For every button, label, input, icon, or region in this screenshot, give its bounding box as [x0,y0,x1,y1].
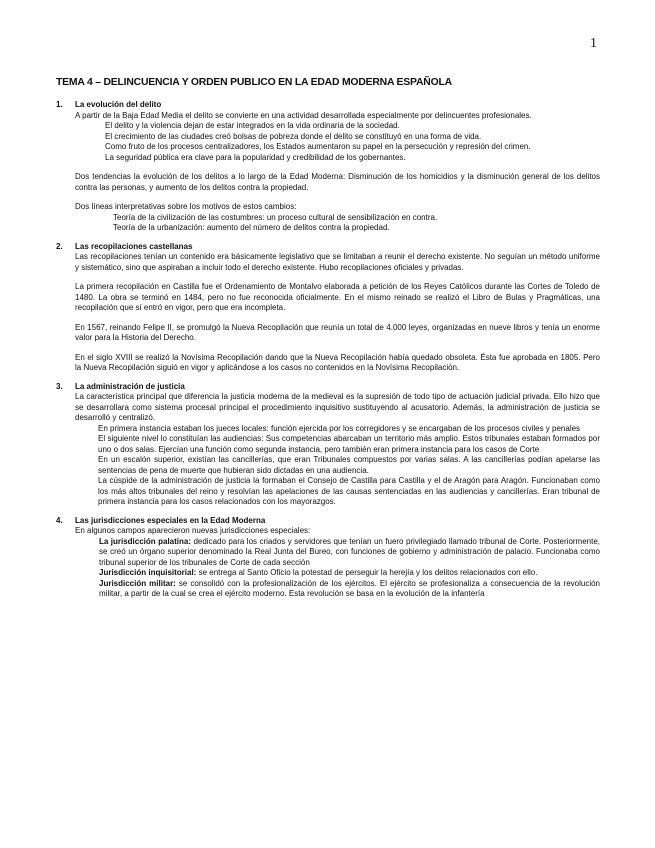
section-title: Las jurisdicciones especiales en la Edad Moderna [75,515,266,525]
list-item: Teoría de la civilización de las costumbres: un proceso cultural de sensibilización en contra. [113,212,438,222]
term: Jurisdicción militar: [99,578,176,588]
definition: dedicado para los criados y servidores que tenían un fuero privilegiado llamado tribunal de Corte. Posteriormente, se creó un órgano superior denominado la Real Junta del Bureo, con funciones de gobierno y administración de palacio. Funcionaba como tribunal superior de los tribunales de Corte de cada sección [99,536,601,567]
section-number: 4. [56,515,63,525]
term: Jurisdicción inquisitorial: [99,568,197,577]
section-title: Las recopilaciones castellanas [75,241,193,251]
section-4-heading [56,516,600,527]
list-item [56,537,600,569]
list-item: La seguridad pública era clave para la popularidad y credibilidad de los gobernantes. [105,152,406,162]
list-item [56,568,600,579]
list-item: El crecimiento de las ciudades creó bolsas de pobreza donde el delito se constituyó en una forma de vida. [105,131,482,141]
paragraph: Dos tendencias la evolución de los delitos a lo largo de la Edad Moderna: Disminución de los homicidios y la disminución general de los delitos contra las personas, y aumento de los delitos contra la propiedad. [75,172,600,192]
list-item: Como fruto de los procesos centralizadores, los Estados aumentaron su papel en la persecución y represión del crimen. [105,142,531,151]
list-item: Teoría de la urbanización: aumento del número de delitos contra la propiedad. [113,223,390,232]
list-item: El siguiente nivel lo constituían las audiencias: Sus competencias abarcaban un territorio más amplio. Estos tribunales estaban formados por uno o dos salas. Ejercían una función como segunda instancia, pero también eran primera instancia para los casos de Corte [98,434,600,454]
section-number: 1. [56,100,63,109]
section-1-heading [56,100,600,111]
list-item: En un escalón superior, existían las cancillerías, que eran Tribunales compuestos por varias salas. A las cancillerías podían apelarse las sentencias de pena de muerte que hubieran sido dictadas en una audiencia. [98,455,600,475]
list-item: El delito y la violencia dejan de estar integrados en la vida ordinaria de la sociedad. [105,121,400,130]
section-3-heading [56,382,600,393]
paragraph: Las recopilaciones tenían un contenido era básicamente legislativo que se limitaban a reunir el derecho existente. No seguían un método uniforme y sistemático, sino que aspiraban a incluir todo el derecho existente. Hubo recopilaciones oficiales y privadas. [75,252,600,272]
section-number: 2. [56,241,63,251]
paragraph: La característica principal que diferencia la justicia moderna de la medieval es la supresión de todo tipo de actuación judicial privada. Ello hizo que se desarrollara como sistema procesal principal el procedimiento inquisitivo sustituyendo al acusatorio. Además, la administración de justicia se desarrolló y centralizó. [75,392,600,422]
definition: se consolidó con la profesionalización de los ejércitos. El ejército se profesionaliza a consecuencia de la revolución militar, a partir de la cual se crea el ejército moderno. Esta revolución se basa en la evolución de la infantería [99,578,600,598]
section-title: La evolución del delito [75,100,162,109]
list-item: La cúspide de la administración de justicia la formaban el Consejo de Castilla para Castilla y el de Aragón para Aragón. Funcionaban como los más altos tribunales del reino y resolvían las apelaciones de las causas sentenciadas en las audiencias y cancillerías. Eran tribunal de primera instancia para los casos relacionados con los mayorazgos. [98,476,600,506]
list-item: En primera instancia estaban los jueces locales: función ejercida por los corregidores y se encargaban de los procesos civiles y penales [98,423,581,433]
paragraph: A partir de la Baja Edad Media el delito se convierte en una actividad desarrollada especialmente por delincuentes profesionales. [75,110,532,120]
paragraph: Dos líneas interpretativas sobre los motivos de estos cambios: [75,202,297,211]
paragraph: La primera recopilación en Castilla fue el Ordenamiento de Montalvo elaborada a petición de los Reyes Católicos durante las Cortes de Toledo de 1480. La obra se terminó en 1484, pero no fue reconocida oficialmente. En el mismo reinado se realizó el Libro de Bulas y Pragmáticas, una recopilación que sí entró en vigor, pero que era incompleta. [75,282,600,312]
paragraph: En algunos campos aparecieron nuevas jurisdicciones especiales: [75,526,311,535]
document-body [56,100,600,600]
section-number: 3. [56,381,63,391]
paragraph: En 1567, reinando Felipe II, se promulgó la Nueva Recopilación que reunía un total de 4.000 leyes, organizadas en nueve libros y tenía un enorme valor para la Historia del Derecho. [75,322,600,342]
section-title: La administración de justicia [75,381,185,391]
term: La jurisdicción palatina: [99,536,192,546]
document-title: TEMA 4 – DELINCUENCIA Y ORDEN PUBLICO EN LA EDAD MODERNA ESPAÑOLA [56,77,452,88]
list-item [56,579,600,600]
page-number: 1 [590,36,597,51]
section-2-heading [56,242,600,253]
definition: se entrega al Santo Oficio la potestad de perseguir la herejía y los delitos relacionados con ello. [196,568,538,577]
paragraph: En el siglo XVIII se realizó la Novísima Recopilación dando que la Nueva Recopilación había quedado obsoleta. Ésta fue aprobada en 1805. Pero la Nueva Recopilación siguió en vigor y aplicándose a los casos no contenidos en la Novísima Recopilación. [75,352,600,372]
